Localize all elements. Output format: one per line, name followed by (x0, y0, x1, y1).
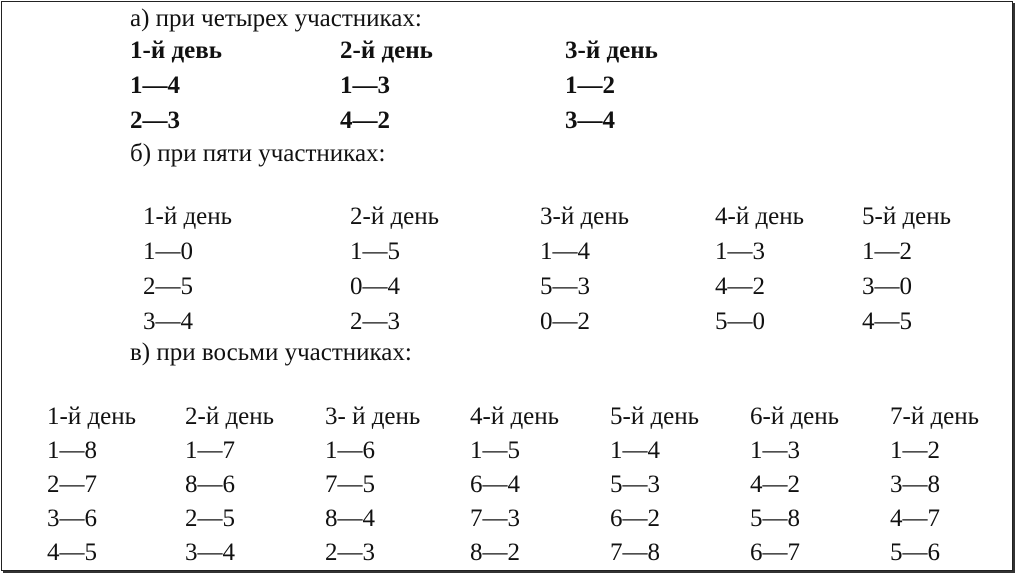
day-header: 5-й день (862, 203, 952, 230)
match-pair: 1—4 (540, 238, 590, 265)
match-pair: 2—3 (130, 107, 180, 134)
day-header: 3-й день (565, 37, 658, 64)
match-pair: 8—6 (185, 471, 235, 498)
match-pair: 2—5 (143, 273, 193, 300)
match-pair: 8—4 (325, 505, 375, 532)
match-pair: 1—0 (143, 238, 193, 265)
match-pair: 4—7 (890, 505, 940, 532)
match-pair: 7—3 (470, 505, 520, 532)
day-header: 1-й девь (130, 37, 222, 64)
match-pair: 2—3 (350, 308, 400, 335)
match-pair: 5—6 (890, 539, 940, 566)
day-header: 2-й день (185, 403, 275, 430)
match-pair: 5—0 (715, 308, 765, 335)
day-header: 3- й день (325, 403, 421, 430)
day-header: 1-й день (143, 203, 233, 230)
match-pair: 2—3 (325, 539, 375, 566)
match-pair: 7—5 (325, 471, 375, 498)
section-b-heading: б) при пяти участниках: (130, 140, 386, 167)
section-c-heading: в) при восьми участниках: (130, 339, 412, 366)
match-pair: 1—7 (185, 437, 235, 464)
match-pair: 1—8 (47, 437, 97, 464)
match-pair: 1—5 (470, 437, 520, 464)
match-pair: 1—5 (350, 238, 400, 265)
match-pair: 3—0 (862, 273, 912, 300)
match-pair: 4—2 (340, 107, 390, 134)
day-header: 4-й день (470, 403, 560, 430)
match-pair: 2—7 (47, 471, 97, 498)
match-pair: 3—6 (47, 505, 97, 532)
match-pair: 0—2 (540, 308, 590, 335)
match-pair: 5—3 (610, 471, 660, 498)
match-pair: 7—8 (610, 539, 660, 566)
day-header: 6-й день (750, 403, 840, 430)
match-pair: 6—2 (610, 505, 660, 532)
match-pair: 3—8 (890, 471, 940, 498)
day-header: 3-й день (540, 203, 630, 230)
section-a-heading: а) при четырех участниках: (130, 5, 422, 32)
match-pair: 2—5 (185, 505, 235, 532)
day-header: 4-й день (715, 203, 805, 230)
match-pair: 1—2 (890, 437, 940, 464)
match-pair: 4—2 (715, 273, 765, 300)
match-pair: 3—4 (565, 107, 615, 134)
match-pair: 8—2 (470, 539, 520, 566)
day-header: 7-й день (890, 403, 980, 430)
match-pair: 5—8 (750, 505, 800, 532)
match-pair: 1—2 (565, 72, 615, 99)
match-pair: 5—3 (540, 273, 590, 300)
match-pair: 4—5 (47, 539, 97, 566)
match-pair: 4—2 (750, 471, 800, 498)
day-header: 2-й день (350, 203, 440, 230)
match-pair: 1—2 (862, 238, 912, 265)
match-pair: 6—7 (750, 539, 800, 566)
match-pair: 1—3 (715, 238, 765, 265)
day-header: 1-й день (47, 403, 137, 430)
match-pair: 4—5 (862, 308, 912, 335)
match-pair: 1—4 (610, 437, 660, 464)
match-pair: 3—4 (143, 308, 193, 335)
match-pair: 3—4 (185, 539, 235, 566)
match-pair: 1—4 (130, 72, 180, 99)
match-pair: 1—3 (750, 437, 800, 464)
day-header: 5-й день (610, 403, 700, 430)
match-pair: 0—4 (350, 273, 400, 300)
match-pair: 6—4 (470, 471, 520, 498)
match-pair: 1—3 (340, 72, 390, 99)
day-header: 2-й день (340, 37, 433, 64)
match-pair: 1—6 (325, 437, 375, 464)
